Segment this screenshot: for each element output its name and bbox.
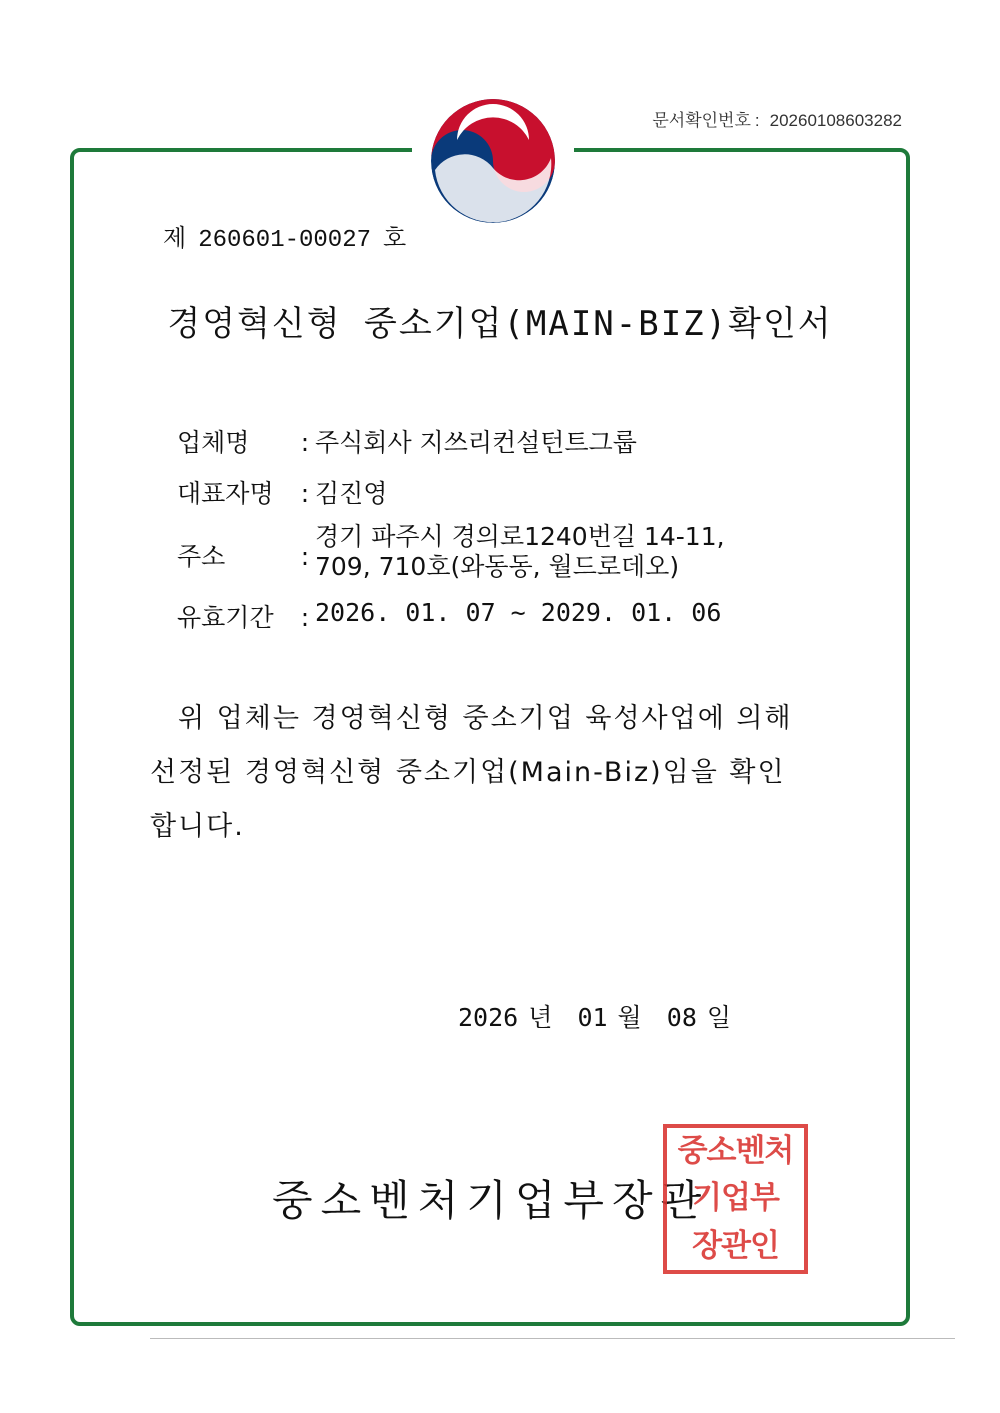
serial-number bbox=[163, 218, 418, 254]
company-label: 업체명 bbox=[177, 428, 250, 457]
colon: : bbox=[300, 428, 310, 457]
serial-value: 260601-00027 bbox=[198, 227, 372, 254]
date-month-unit: 월 bbox=[617, 1003, 642, 1032]
document-number bbox=[652, 106, 902, 131]
representative-row bbox=[177, 474, 387, 510]
address-row bbox=[177, 522, 725, 582]
date-year: 2026 bbox=[458, 1003, 519, 1032]
page-title: 경영혁신형 중소기업(MAIN-BIZ)확인서 bbox=[167, 304, 833, 344]
colon: : bbox=[300, 479, 310, 508]
footer-divider bbox=[150, 1338, 955, 1339]
statement-line-2: 선정된 경영혁신형 중소기업(Main-Biz)임을 확인 bbox=[150, 757, 786, 788]
document-number-sep: : bbox=[754, 111, 760, 130]
date-day-unit: 일 bbox=[706, 1003, 732, 1032]
company-value: 주식회사 지쓰리컨설턴트그룹 bbox=[315, 428, 637, 457]
address-line-1: 경기 파주시 경의로1240번길 14-11, bbox=[315, 522, 725, 551]
validity-row bbox=[177, 598, 721, 634]
serial-prefix: 제 bbox=[163, 227, 187, 254]
statement-line-1: 위 업체는 경영혁신형 중소기업 육성사업에 의해 bbox=[178, 703, 793, 734]
seal-line-2: 기업부 bbox=[692, 1180, 779, 1217]
address-label: 주소 bbox=[177, 542, 226, 571]
validity-value: 2026. 01. 07 ~ 2029. 01. 06 bbox=[315, 598, 722, 627]
statement bbox=[150, 692, 860, 854]
date-month: 01 bbox=[577, 1003, 608, 1032]
representative-value: 김진영 bbox=[315, 479, 388, 508]
issue-date bbox=[458, 998, 741, 1034]
statement-line-3: 합니다. bbox=[150, 811, 245, 842]
date-year-unit: 년 bbox=[528, 1003, 553, 1032]
address-line-2: 709, 710호(와동동, 월드로데오) bbox=[315, 552, 680, 581]
colon: : bbox=[300, 603, 310, 632]
document-number-value: 20260108603282 bbox=[769, 111, 902, 130]
validity-label: 유효기간 bbox=[177, 603, 274, 632]
issuer-name: 중소벤처기업부장관 bbox=[272, 1176, 710, 1225]
seal-line-3: 장관인 bbox=[692, 1227, 779, 1264]
document-number-label: 문서확인번호 bbox=[652, 111, 751, 130]
company-row bbox=[177, 423, 637, 459]
seal-line-1: 중소벤처 bbox=[677, 1133, 794, 1170]
official-seal bbox=[663, 1124, 808, 1274]
government-emblem-icon bbox=[412, 80, 574, 242]
serial-suffix: 호 bbox=[383, 227, 407, 254]
date-day: 08 bbox=[666, 1003, 697, 1032]
colon: : bbox=[300, 542, 310, 571]
representative-label: 대표자명 bbox=[177, 479, 274, 508]
